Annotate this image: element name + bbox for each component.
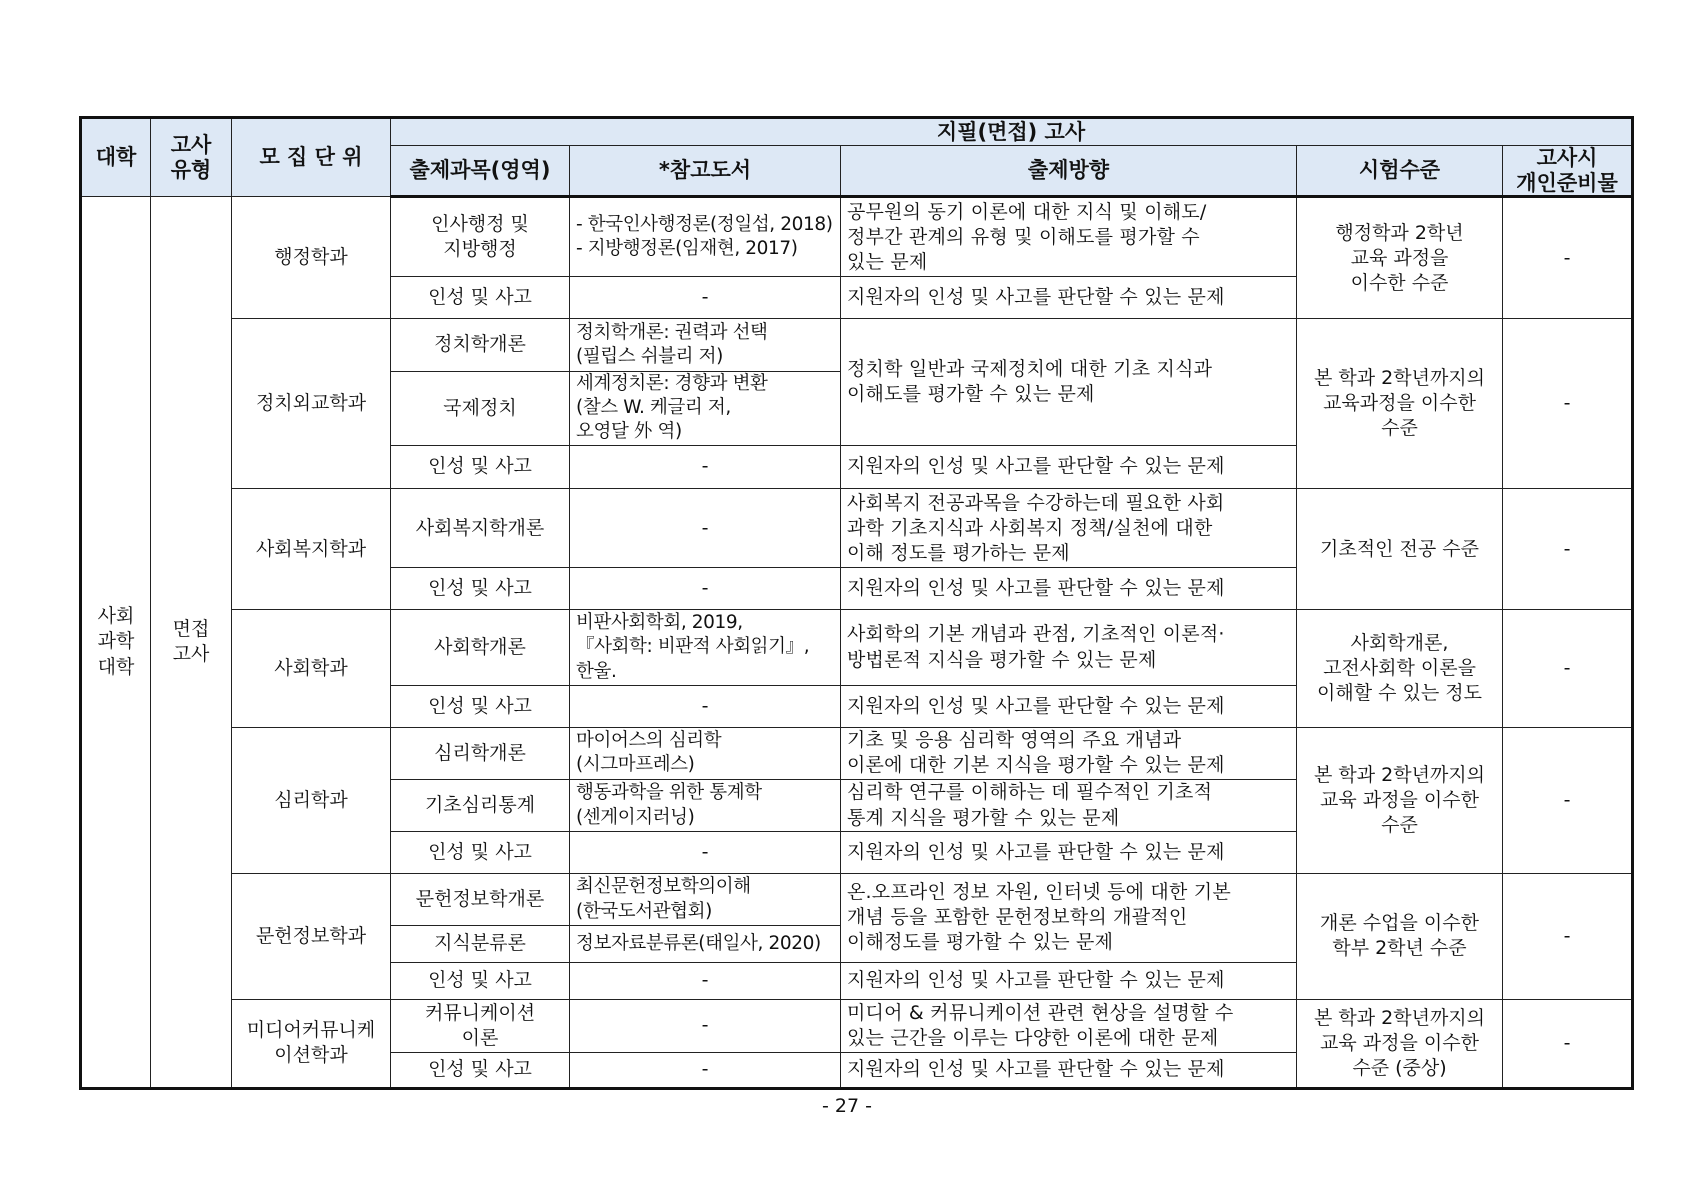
header-exam-type: 고사 유형 <box>151 118 232 197</box>
direction-cell: 심리학 연구를 이해하는 데 필수적인 기초적 통계 지식을 평가할 수 있는 문제 <box>841 779 1297 831</box>
exam-table <box>79 116 1634 1090</box>
references-cell: - <box>570 1052 841 1088</box>
supplies-cell: - <box>1503 999 1633 1088</box>
subject-cell: 문헌정보학개론 <box>391 874 570 926</box>
references-cell: 행동과학을 위한 통계학 (센게이지러닝) <box>570 779 841 831</box>
supplies-cell: - <box>1503 319 1633 489</box>
supplies-cell: - <box>1503 610 1633 727</box>
supplies-cell: - <box>1503 197 1633 319</box>
page-number: - 27 - <box>822 1095 872 1117</box>
level-cell: 본 학과 2학년까지의 교육과정을 이수한 수준 <box>1297 319 1503 489</box>
direction-cell: 지원자의 인성 및 사고를 판단할 수 있는 문제 <box>841 832 1297 874</box>
references-cell: 정치학개론: 권력과 선택 (필립스 쉬블리 저) <box>570 319 841 371</box>
level-cell: 행정학과 2학년 교육 과정을 이수한 수준 <box>1297 197 1503 319</box>
header-direction: 출제방향 <box>841 146 1297 197</box>
department-name: 행정학과 <box>232 197 391 319</box>
direction-cell: 사회학의 기본 개념과 관점, 기초적인 이론적· 방법론적 지식을 평가할 수 있는 문제 <box>841 610 1297 685</box>
references-cell: 마이어스의 심리학 (시그마프레스) <box>570 727 841 779</box>
references-cell: - <box>570 568 841 610</box>
references-cell: - <box>570 999 841 1052</box>
subject-cell: 사회학개론 <box>391 610 570 685</box>
subject-cell: 인성 및 사고 <box>391 832 570 874</box>
department-name: 사회복지학과 <box>232 489 391 610</box>
references-cell: - <box>570 445 841 488</box>
direction-cell: 지원자의 인성 및 사고를 판단할 수 있는 문제 <box>841 277 1297 319</box>
subject-cell: 인성 및 사고 <box>391 685 570 727</box>
supplies-cell: - <box>1503 874 1633 999</box>
subject-cell: 정치학개론 <box>391 319 570 371</box>
references-cell: 최신문헌정보학의이해 (한국도서관협회) <box>570 874 841 926</box>
references-cell: 정보자료분류론(태일사, 2020) <box>570 926 841 962</box>
header-college: 대학 <box>81 118 151 197</box>
references-cell: - <box>570 832 841 874</box>
references-cell: 세계정치론: 경향과 변환 (찰스 W. 케글리 저, 오영달 外 역) <box>570 371 841 445</box>
subject-cell: 인성 및 사고 <box>391 277 570 319</box>
direction-cell: 공무원의 동기 이론에 대한 지식 및 이해도/ 정부간 관계의 유형 및 이해도를 평가할 수 있는 문제 <box>841 197 1297 277</box>
subject-cell: 인성 및 사고 <box>391 1052 570 1088</box>
subject-cell: 지식분류론 <box>391 926 570 962</box>
level-cell: 본 학과 2학년까지의 교육 과정을 이수한 수준 <box>1297 727 1503 873</box>
department-name: 사회학과 <box>232 610 391 727</box>
department-name: 심리학과 <box>232 727 391 873</box>
direction-cell: 사회복지 전공과목을 수강하는데 필요한 사회 과학 기초지식과 사회복지 정책/실천에 대한 이해 정도를 평가하는 문제 <box>841 489 1297 568</box>
header-supplies: 고사시 개인준비물 <box>1503 146 1633 197</box>
direction-cell: 미디어 & 커뮤니케이션 관련 현상을 설명할 수 있는 근간을 이루는 다양한 이론에 대한 문제 <box>841 999 1297 1052</box>
direction-cell: 지원자의 인성 및 사고를 판단할 수 있는 문제 <box>841 1052 1297 1088</box>
header-references: *참고도서 <box>570 146 841 197</box>
header-group: 지필(면접) 고사 <box>391 118 1633 146</box>
college-cell: 사회 과학 대학 <box>81 197 151 1089</box>
level-cell: 기초적인 전공 수준 <box>1297 489 1503 610</box>
references-cell: - <box>570 685 841 727</box>
direction-cell: 정치학 일반과 국제정치에 대한 기초 지식과 이해도를 평가할 수 있는 문제 <box>841 319 1297 446</box>
subject-cell: 국제정치 <box>391 371 570 445</box>
department-name: 미디어커뮤니케 이션학과 <box>232 999 391 1088</box>
references-cell: - <box>570 277 841 319</box>
supplies-cell: - <box>1503 489 1633 610</box>
level-cell: 사회학개론, 고전사회학 이론을 이해할 수 있는 정도 <box>1297 610 1503 727</box>
direction-cell: 지원자의 인성 및 사고를 판단할 수 있는 문제 <box>841 962 1297 999</box>
level-cell: 본 학과 2학년까지의 교육 과정을 이수한 수준 (중상) <box>1297 999 1503 1088</box>
subject-cell: 인성 및 사고 <box>391 568 570 610</box>
references-cell: - <box>570 489 841 568</box>
header-unit: 모 집 단 위 <box>232 118 391 197</box>
department-name: 정치외교학과 <box>232 319 391 489</box>
subject-cell: 기초심리통계 <box>391 779 570 831</box>
references-cell: - <box>570 962 841 999</box>
supplies-cell: - <box>1503 727 1633 873</box>
level-cell: 개론 수업을 이수한 학부 2학년 수준 <box>1297 874 1503 999</box>
direction-cell: 온.오프라인 정보 자원, 인터넷 등에 대한 기본 개념 등을 포함한 문헌정보학의 개괄적인 이해정도를 평가할 수 있는 문제 <box>841 874 1297 962</box>
header-level: 시험수준 <box>1297 146 1503 197</box>
direction-cell: 기초 및 응용 심리학 영역의 주요 개념과 이론에 대한 기본 지식을 평가할 수 있는 문제 <box>841 727 1297 779</box>
direction-cell: 지원자의 인성 및 사고를 판단할 수 있는 문제 <box>841 445 1297 488</box>
subject-cell: 인사행정 및 지방행정 <box>391 197 570 277</box>
direction-cell: 지원자의 인성 및 사고를 판단할 수 있는 문제 <box>841 685 1297 727</box>
subject-cell: 인성 및 사고 <box>391 445 570 488</box>
subject-cell: 인성 및 사고 <box>391 962 570 999</box>
subject-cell: 심리학개론 <box>391 727 570 779</box>
references-cell: - 한국인사행정론(정일섭, 2018) - 지방행정론(임재현, 2017) <box>570 197 841 277</box>
subject-cell: 사회복지학개론 <box>391 489 570 568</box>
department-name: 문헌정보학과 <box>232 874 391 999</box>
references-cell: 비판사회학회, 2019, 『사회학: 비판적 사회읽기』, 한울. <box>570 610 841 685</box>
subject-cell: 커뮤니케이션 이론 <box>391 999 570 1052</box>
header-subject: 출제과목(영역) <box>391 146 570 197</box>
exam-type-cell: 면접 고사 <box>151 197 232 1089</box>
direction-cell: 지원자의 인성 및 사고를 판단할 수 있는 문제 <box>841 568 1297 610</box>
